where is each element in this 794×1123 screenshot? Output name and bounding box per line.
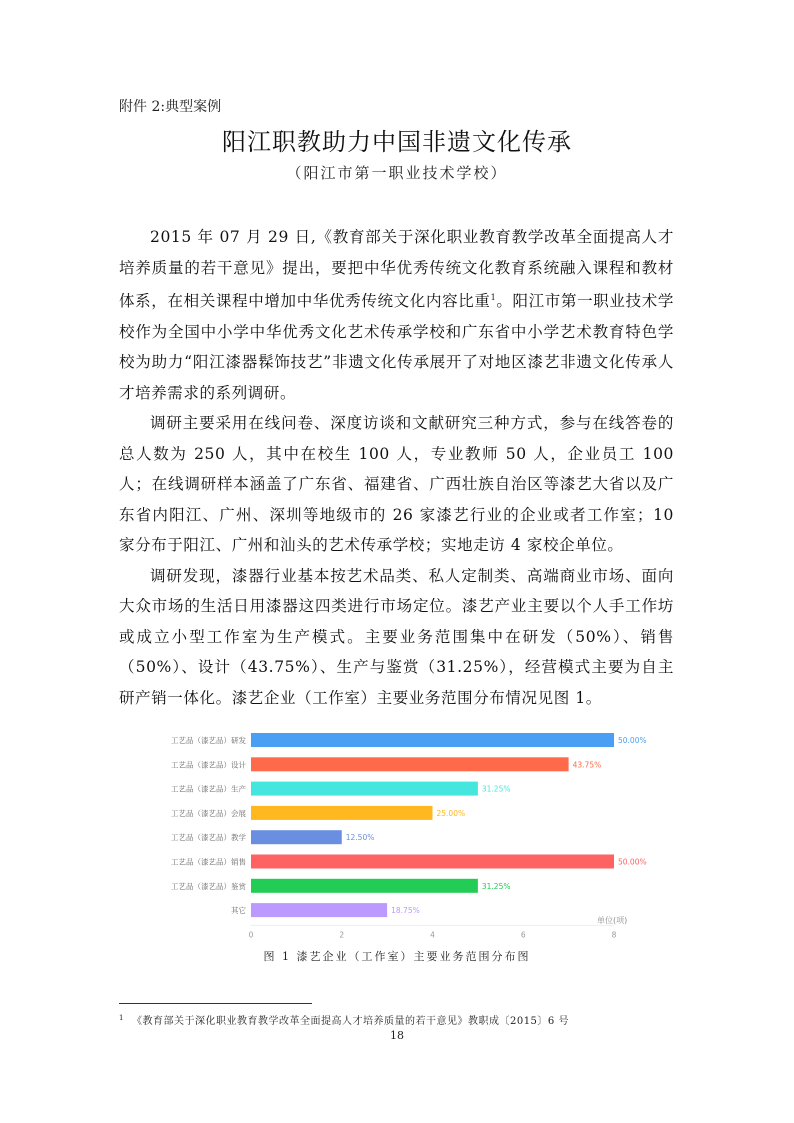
footnote-divider xyxy=(119,1003,312,1004)
category-label: 工艺品（漆艺品）鉴赏 xyxy=(171,881,246,891)
x-tick-label: 4 xyxy=(430,930,435,940)
bar xyxy=(251,879,478,893)
x-tick-label: 6 xyxy=(520,930,526,940)
category-label: 工艺品（漆艺品）设计 xyxy=(171,760,246,770)
bar xyxy=(251,903,387,917)
data-label: 50.00% xyxy=(618,857,647,867)
document-subtitle: （阳江市第一职业技术学校） xyxy=(286,164,508,182)
data-label: 31.25% xyxy=(481,881,511,891)
footnote-text: 《教育部关于深化职业教育教学改革全面提高人才培养质量的若干意见》教职成〔2015〕6 号 xyxy=(131,1016,569,1027)
annex-label: 附件 2:典型案例 xyxy=(119,99,222,115)
x-tick-label: 0 xyxy=(248,930,254,940)
category-label: 工艺品（漆艺品）会展 xyxy=(171,808,246,818)
data-label: 25.00% xyxy=(436,808,466,818)
chart-x-axis xyxy=(249,925,617,939)
chart-bars xyxy=(171,733,647,917)
x-tick-label: 2 xyxy=(339,930,345,940)
paragraph-1-text-cont: 。阳江市第一职业技术学校作为全国中小学中华优秀文化艺术传承学校和广东省中小学艺术教育特色学校为助力“阳江漆器髹饰技艺”非遗文化传承展开了对地区漆艺非遗文化传承人才培养需求的系列调研。 xyxy=(119,292,674,402)
page-number: 18 xyxy=(390,1029,404,1042)
data-label: 12.50% xyxy=(345,833,375,843)
category-label: 工艺品（漆艺品）教学 xyxy=(171,833,246,843)
footnote-marker: 1 xyxy=(119,1013,124,1022)
document-title: 阳江职教助力中国非遗文化传承 xyxy=(222,128,572,156)
category-label: 工艺品（漆艺品）生产 xyxy=(171,784,246,794)
body-text xyxy=(119,222,674,713)
bar xyxy=(251,782,478,796)
data-label: 50.00% xyxy=(618,736,647,745)
bar xyxy=(251,855,614,869)
category-label: 工艺品（漆艺品）销售 xyxy=(171,857,246,867)
category-label: 工艺品（漆艺品）研发 xyxy=(171,736,246,745)
footnote-ref[interactable]: 1 xyxy=(490,293,497,302)
bar xyxy=(251,757,569,771)
data-label: 18.75% xyxy=(391,906,420,916)
paragraph-1-text: 2015 年 07 月 29 日,《教育部关于深化职业教育教学改革全面提高人才培养质量的若干意见》提出，要把中华优秀传统文化教育系统融入课程和教材体系，在相关课程中增加中华优秀传统文化内容比重 xyxy=(119,228,674,311)
footnote xyxy=(119,1012,569,1027)
figure-caption: 图 1 漆艺企业（工作室）主要业务范围分布图 xyxy=(263,950,531,963)
bar xyxy=(251,733,614,747)
paragraph-1 xyxy=(119,222,674,408)
paragraph-3: 调研发现，漆器行业基本按艺术品类、私人定制类、高端商业市场、面向大众市场的生活日用漆器这四类进行市场定位。漆艺产业主要以个人手工作坊或成立小型工作室为生产模式。主要业务范围集中在研发（50%）、销售（50%）、设计（43.75%）、生产与鉴赏（31.25%），经营模式主要为自主研产销一体化。漆艺企业（工作室）主要业务范围分布情况见图 1。 xyxy=(119,566,674,707)
paragraph-2: 调研主要采用在线问卷、深度访谈和文献研究三种方式，参与在线答卷的总人数为 250 人，其中在校生 100 人，专业教师 50 人，企业员工 100 人；在线调研样本涵盖了广东省、福建省、广西壮族自治区等漆艺大省以及广东省内阳江、广州、深圳等地级市的 26 家漆艺行业的企业或者工作室；10 家分布于阳江、广州和汕头的艺术传承学校；实地走访 4 家校企单位。 xyxy=(119,414,674,555)
category-label: 其它 xyxy=(231,906,246,916)
business-scope-bar-chart xyxy=(120,725,680,940)
x-tick-label: 8 xyxy=(611,930,617,940)
data-label: 43.75% xyxy=(572,760,602,770)
bar xyxy=(251,806,433,820)
data-label: 31.25% xyxy=(481,784,511,794)
unit-label: 单位(项) xyxy=(597,916,628,925)
bar xyxy=(251,830,342,844)
